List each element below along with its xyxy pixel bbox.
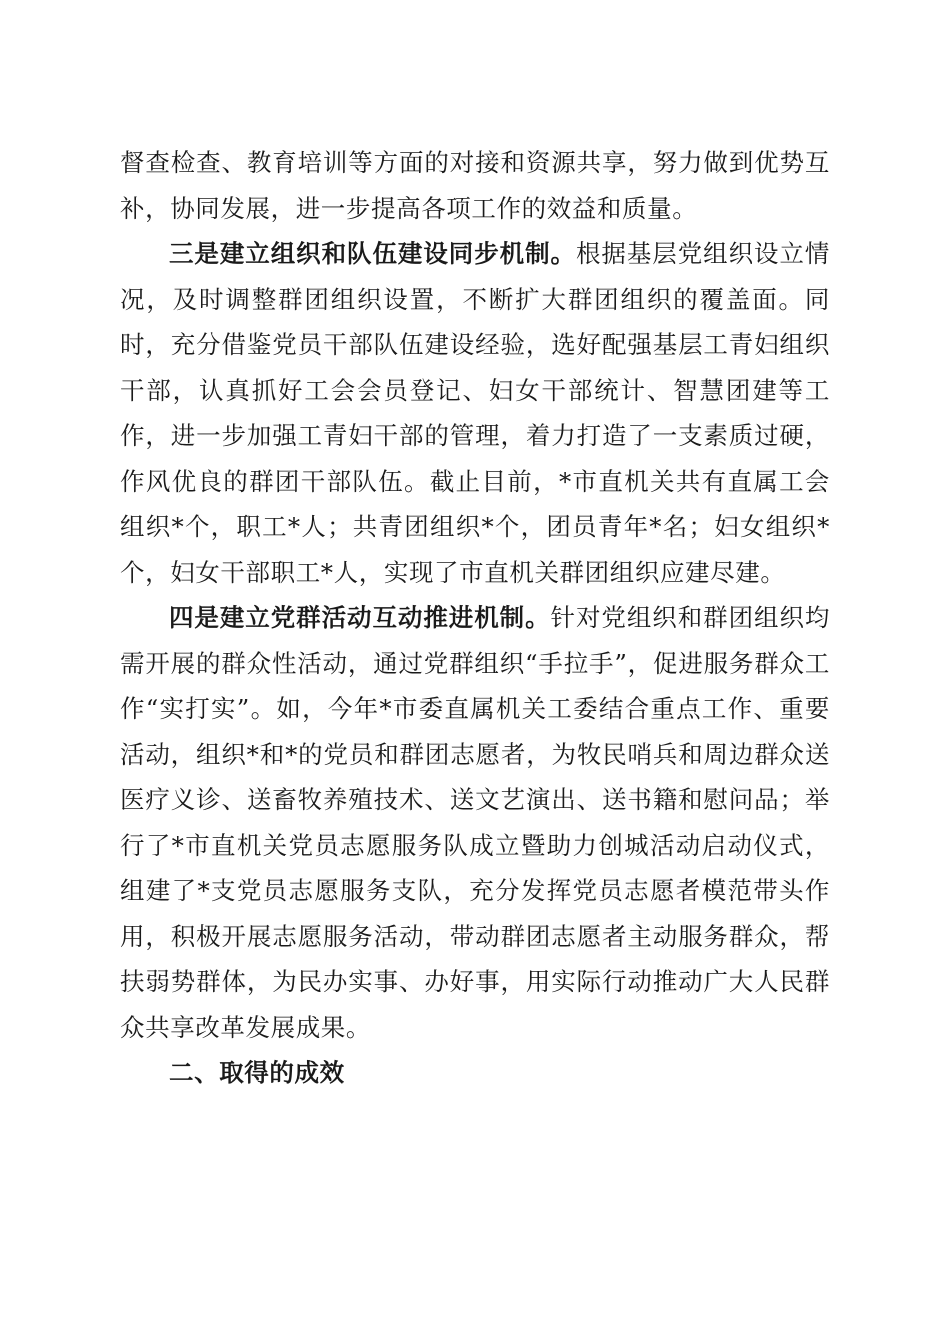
- paragraph-text: 针对党组织和群团组织均需开展的群众性活动，通过党群组织“手拉手”，促进服务群众工作“实打实”。如，今年*市委直属机关工委结合重点工作、重要活动，组织*和*的党员和群团志愿者，为牧民哨兵和周边群众送医疗义诊、送畜牧养殖技术、送文艺演出、送书籍和慰问品；举行了*市直机关党员志愿服务队成立暨助力创城活动启动仪式，组建了*支党员志愿服务支队，充分发挥党员志愿者模范带头作用，积极开展志愿服务活动，带动群团志愿者主动服务群众，帮扶弱势群体，为民办实事、办好事，用实际行动推动广大人民群众共享改革发展成果。: [120, 603, 831, 1042]
- paragraph-continuation: [120, 140, 830, 231]
- paragraph-lead: 四是建立党群活动互动推进机制。: [169, 603, 551, 632]
- paragraph-text: 督查检查、教育培训等方面的对接和资源共享，努力做到优势互补，协同发展，进一步提高各项工作的效益和质量。: [120, 148, 830, 223]
- paragraph-lead: 三是建立组织和队伍建设同步机制。: [169, 239, 576, 268]
- paragraph-point-three: [120, 231, 830, 595]
- section-heading: 二、取得的成效: [169, 1058, 345, 1087]
- paragraph-text: 根据基层党组织设立情况，及时调整群团组织设置，不断扩大群团组织的覆盖面。同时，充分借鉴党员干部队伍建设经验，选好配强基层工青妇组织干部，认真抓好工会会员登记、妇女干部统计、智慧团建等工作，进一步加强工青妇干部的管理，着力打造了一支素质过硬，作风优良的群团干部队伍。截止目前，*市直机关共有直属工会组织*个，职工*人；共青团组织*个，团员青年*名；妇女组织*个，妇女干部职工*人，实现了市直机关群团组织应建尽建。: [120, 239, 830, 587]
- document-body: [120, 140, 830, 1096]
- paragraph-point-four: [120, 595, 830, 1050]
